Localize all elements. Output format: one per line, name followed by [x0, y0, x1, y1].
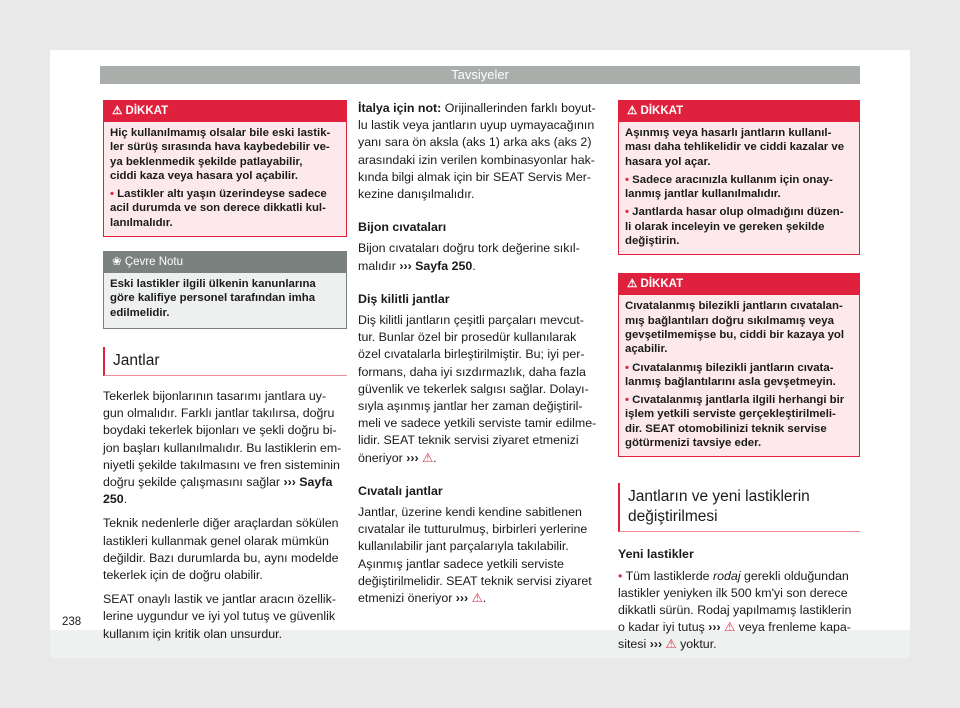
subheading: Bijon cıvataları	[358, 220, 447, 235]
paragraph: Jantlar, üzerine kendi kendine sabitlenen cıvatalar ile tutturulmuş, birbirleri yerlerine kullanılabilir jant parçalarıyla takılabilir. Aşınmış jantlar sadece yetkili serviste değiştirilmelidir. SEAT teknik servisi ziyaret etmenizi öneriyor ››› ⚠.	[358, 505, 592, 606]
env-note-title: Çevre Notu	[124, 256, 184, 269]
warning-link[interactable]: ›››	[406, 450, 419, 465]
warning-text: Aşınmış veya hasarlı jantların kullanıl- ması daha tehlikelidir ve ciddi kazalar ve hasara yol açar.	[625, 127, 845, 168]
paragraph-text: Diş kilitli jantların çeşitli parçaları mevcut- tur. Bunlar özel bir prosedür kullanılarak özel cıvatalarla birleştirilmiştir. Bu; iyi per- formans, daha iyi sızdırmazlık, daha fazla güvenlik ve tekerlek salgısı sağlar. Dolayı- sıyla aşınmış jantlar her zaman değiştiril- meli ve sadece yetkili serviste tamir edilme- lidir. SEAT teknik servisi ziyaret etmenizi öneriyor	[358, 313, 597, 465]
section-title: Jantlar	[103, 347, 347, 376]
paragraph: SEAT onaylı lastik ve jantlar aracın özellik- lerine uygundur ve iyi yol tutuş ve güvenlik kullanım için kritik olan unsurdur.	[103, 592, 336, 641]
warning-bullet	[625, 173, 853, 202]
paragraph-text: yoktur.	[676, 637, 717, 652]
subheading: Cıvatalı jantlar	[358, 483, 443, 498]
env-note-text: Eski lastikler ilgili ülkenin kanunlarına göre kalifiye personel tarafından imha edilmelidir.	[110, 278, 316, 319]
warning-link[interactable]: ›››	[649, 637, 663, 652]
warning-bullet	[110, 187, 340, 230]
subheading: Yeni lastikler	[618, 547, 694, 562]
warning-icon[interactable]: ⚠	[665, 637, 677, 652]
paragraph: Tekerlek bijonlarının tasarımı jantlara uy- gun olmalıdır. Farklı jantlar takılırsa, doğru boydaki tekerlek bijonları ve şekli doğru bi- jon başları kullanılmalıdır. Bu lastiklerin em- niyetli şekilde takılmasını ve fren sisteminin doğru şekilde çalışmasını sağlar ››› Sayfa 250.	[103, 388, 342, 507]
italy-note	[358, 100, 604, 203]
bullet-text: Sadece aracınızla kullanım için onay- lanmış jantlar kullanılmalıdır.	[625, 173, 833, 201]
warning-text: Hiç kullanılmamış olsalar bile eski lastik- ler sürüş sırasında hava kaybedebilir ve- ya beklenmedik şekilde patlayabilir, ciddi kaza veya hasara yol açabilir.	[110, 127, 331, 182]
warning-box	[618, 100, 860, 255]
warning-title: DİKKAT	[125, 105, 169, 117]
bullet-text: Lastikler altı yaşın üzerindeyse sadece acil durumda ve son derece dikkatli kul- lanılmalıdır.	[110, 188, 327, 229]
italic-term: rodaj	[713, 568, 741, 583]
subheading: Diş kilitli jantlar	[358, 291, 450, 306]
warning-box	[618, 273, 860, 457]
column-1	[103, 100, 347, 650]
warning-icon[interactable]: ⚠	[422, 450, 434, 465]
paragraph: Bijon cıvataları doğru tork değerine sıkıl- malıdır ››› Sayfa 250.	[358, 241, 580, 273]
warning-title: DİKKAT	[640, 105, 684, 117]
warning-icon: ⚠	[627, 105, 638, 117]
bullet-icon: •	[110, 188, 114, 201]
italy-label: İtalya için not:	[358, 101, 442, 115]
warning-icon[interactable]: ⚠	[724, 620, 736, 635]
bullet-icon: •	[625, 173, 629, 186]
paragraph: Diş kilitli jantların çeşitli parçaları mevcut- tur. Bunlar özel bir prosedür kullanılarak özel cıvatalarla birleştirilmiştir. Bu; iyi per- formans, daha iyi sızdırmazlık, daha fazla güvenlik ve tekerlek salgısı sağlar. Dolayı- sıyla aşınmış jantlar her zaman değiştiril- meli ve sadece yetkili serviste tamir edilme- lidir. SEAT teknik servisi ziyaret etmenizi öneriyor ››› ⚠.	[358, 313, 597, 465]
page-header: Tavsiyeler	[100, 66, 860, 84]
section-title: Jantların ve yeni lastiklerin değiştirilmesi	[618, 483, 860, 532]
warning-bullet	[625, 393, 853, 450]
bullet-text: Cıvatalanmış bilezikli jantların cıvata- lanmış bağlantılarını asla gevşetmeyin.	[625, 361, 836, 388]
warning-icon: ⚠	[627, 278, 638, 291]
paragraph-text: Jantlar, üzerine kendi kendine sabitlenen cıvatalar ile tutturulmuş, birbirleri yerlerine kullanılabilir jant parçalarıyla takılabilir. Aşınmış jantlar sadece yetkili serviste değiştirilmelidir. SEAT teknik servisi ziyaret etmenizi öneriyor	[358, 505, 592, 606]
warning-link[interactable]: ›››	[708, 620, 721, 635]
warning-header	[104, 101, 346, 122]
bullet-text: Cıvatalanmış jantlarla ilgili herhangi bir işlem yetkili serviste gerçekleştirilmeli- dir. SEAT otomobilinizi teknik servise götürmenizi tavsiye eder.	[625, 394, 845, 450]
paragraph-text: Bijon cıvataları doğru tork değerine sıkıl- malıdır	[358, 241, 580, 273]
bullet-icon: •	[625, 394, 629, 407]
page-link[interactable]: ››› Sayfa 250	[103, 474, 333, 507]
environment-note-box	[103, 251, 347, 329]
page-link[interactable]: ››› Sayfa 250	[399, 258, 473, 273]
environment-icon: ❀	[112, 256, 122, 269]
paragraph	[618, 568, 860, 654]
bullet-icon: •	[625, 206, 629, 219]
bullet-icon: •	[618, 568, 623, 583]
paragraph-text: gerekli olduğundan lastikler yeniyken ilk 500 km'yi son derece dikkatli sürün. Rodaj yapılmamış lastiklerin o kadar iyi tutuş	[618, 568, 852, 635]
column-3	[618, 100, 860, 661]
warning-title: DİKKAT	[640, 278, 684, 291]
paragraph-text: veya frenleme kapa- sitesi	[618, 620, 851, 652]
warning-icon: ⚠	[112, 105, 123, 117]
warning-icon[interactable]: ⚠	[471, 591, 483, 606]
bullet-icon: •	[625, 361, 629, 374]
warning-bullet	[625, 361, 853, 390]
warning-box	[103, 100, 347, 237]
italy-text: Orijinallerinden farklı boyut- lu lastik veya jantların uyup uymayacağının yanı sara ön aksla (aks 1) arka aks (aks 2) arasındaki izin verilen kombinasyonlar hak- kında bilgi almak için bir SEAT Servis Mer- kezine danışılmalıdır.	[358, 101, 596, 202]
paragraph-text: Tüm lastiklerde	[625, 568, 714, 583]
warning-link[interactable]: ›››	[455, 591, 469, 606]
warning-bullet	[625, 205, 853, 248]
paragraph: Teknik nedenlerle diğer araçlardan sökülen lastikleri kullanmak genel olarak mümkün değildir. Bazı durumlarda bu, aynı modelde tekerlek için de doğru olabilir.	[103, 516, 339, 582]
warning-text: Cıvatalanmış bilezikli jantların cıvatalan- mış bağlantıları doğru sıkılmamış veya gevşetilmemişse bu, ciddi bir kazaya yol açabilir.	[625, 300, 845, 356]
column-2	[358, 100, 604, 614]
paragraph-text: Tekerlek bijonlarının tasarımı jantlara uy- gun olmalıdır. Farklı jantlar takılırsa, doğru boydaki tekerlek bijonları ve şekli doğru bi- jon başları kullanılmalıdır. Bu lastiklerin em- niyetli şekilde takılmasını ve fren sisteminin doğru şekilde çalışmasını sağlar	[103, 388, 342, 489]
page-number: 238	[62, 616, 82, 628]
bullet-text: Jantlarda hasar olup olmadığını düzen- li olarak inceleyin ve gereken şekilde değiştirin.	[625, 206, 844, 248]
